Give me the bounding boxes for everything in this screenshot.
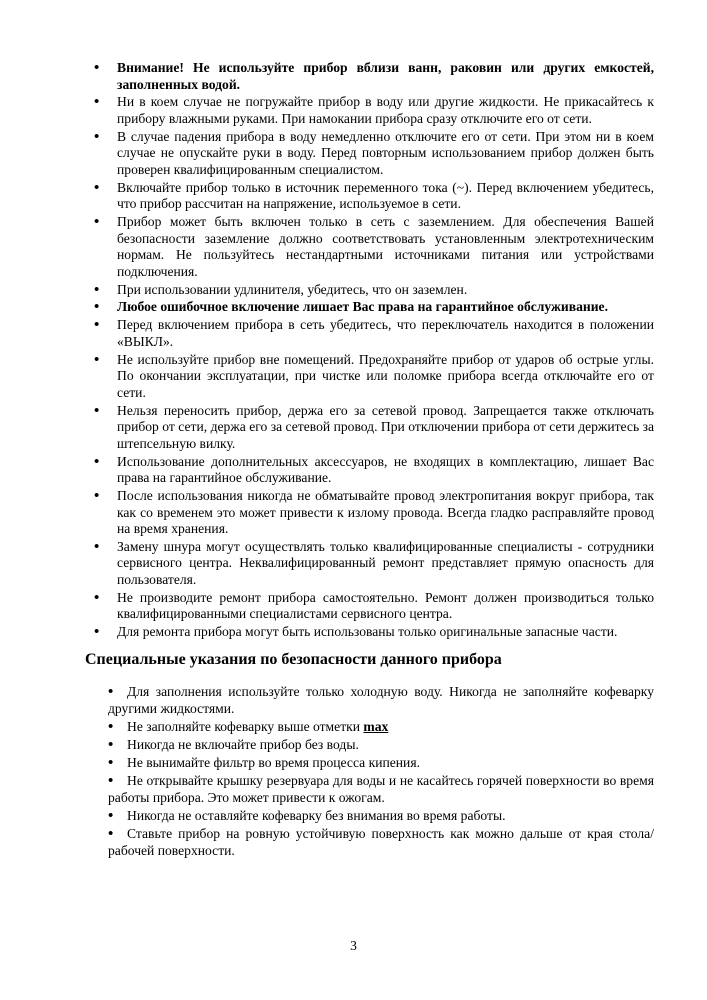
instruction-text: Для заполнения используйте только холодную воду. Никогда не заполняйте кофеварку другими жидкостями. [108, 684, 654, 716]
instruction-item [108, 737, 654, 754]
warning-item: • Использование дополнительных аксессуаров, не входящих в комплектацию, лишает Вас права на гарантийное обслуживание. [94, 454, 654, 487]
general-warnings-list [94, 60, 654, 642]
warning-item: • Нельзя переносить прибор, держа его за сетевой провод. Запрещается также отключать прибор от сети, держа его за сетевой провод. При отключении прибора от сети держитесь за штепсельную вилку. [94, 403, 654, 453]
special-instructions-list [108, 684, 654, 861]
instruction-item [108, 808, 654, 825]
max-mark: max [363, 718, 389, 734]
warning-item: • Включайте прибор только в источник переменного тока (~). Перед включением убедитесь, что прибор рассчитан на напряжение, используемое в сети. [94, 180, 654, 213]
instruction-item [108, 684, 654, 717]
instruction-item [108, 719, 654, 736]
section-title: Специальные указания по безопасности данного прибора [85, 651, 502, 668]
warning-item: • После использования никогда не обматывайте провод электропитания вокруг прибора, так как со временем это может привести к излому провода. Всегда гладко расправляйте провод на время хранения. [94, 488, 654, 538]
instruction-text: Никогда не оставляйте кофеварку без внимания во время работы. [127, 808, 506, 824]
warning-item: • Любое ошибочное включение лишает Вас права на гарантийное обслуживание. [94, 299, 654, 316]
bullet-icon: • [108, 684, 114, 700]
bullet-icon: • [108, 773, 114, 790]
warning-item: • Внимание! Не используйте прибор вблизи ванн, раковин или других емкостей, заполненных водой. [94, 60, 654, 93]
instruction-text: Ставьте прибор на ровную устойчивую поверхность как можно дальше от края стола/рабочей поверхности. [108, 826, 654, 858]
warning-item: • Не используйте прибор вне помещений. Предохраняйте прибор от ударов об острые углы. По окончании эксплуатации, при чистке или поломке прибора всегда отключайте его от сети. [94, 352, 654, 402]
warning-item: • Замену шнура могут осуществлять только квалифицированные специалисты - сотрудники сервисного центра. Неквалифицированный ремонт представляет прямую опасность для пользователя. [94, 539, 654, 589]
instruction-item [108, 755, 654, 772]
warning-item: • Ни в коем случае не погружайте прибор в воду или другие жидкости. Не прикасайтесь к прибору влажными руками. При намокании прибора сразу отключите его от сети. [94, 94, 654, 127]
warning-item: • Не производите ремонт прибора самостоятельно. Ремонт должен производиться только квалифицированными специалистами сервисного центра. [94, 590, 654, 623]
instruction-item [108, 773, 654, 806]
bullet-icon: • [108, 718, 114, 735]
instruction-text: Никогда не включайте прибор без воды. [127, 736, 359, 752]
instruction-item [108, 826, 654, 859]
instruction-text: Не открывайте крышку резервуара для воды и не касайтесь горячей поверхности во время работы прибора. Это может привести к ожогам. [108, 773, 654, 805]
warning-item: • Перед включением прибора в сеть убедитесь, что переключатель находится в положении «ВЫКЛ». [94, 317, 654, 350]
warning-item: • При использовании удлинителя, убедитесь, что он заземлен. [94, 282, 654, 299]
warning-item: • Для ремонта прибора могут быть использованы только оригинальные запасные части. [94, 624, 654, 641]
bullet-icon: • [108, 755, 114, 772]
bullet-icon: • [108, 808, 114, 825]
bullet-icon: • [108, 826, 114, 843]
instruction-text: Не вынимайте фильтр во время процесса кипения. [127, 755, 420, 771]
bullet-icon: • [108, 736, 114, 753]
warning-item: • В случае падения прибора в воду немедленно отключите его от сети. При этом ни в коем случае не опускайте руки в воду. Перед повторным использованием прибор должен быть проверен квалифицированным специалистом. [94, 129, 654, 179]
warning-item: • Прибор может быть включен только в сеть с заземлением. Для обеспечения Вашей безопасности заземление должно соответствовать установленным электротехническим нормам. Не пользуйтесь нестандартными источниками питания или устройствами подключения. [94, 214, 654, 280]
instruction-text: Не заполняйте кофеварку выше отметки [127, 718, 364, 734]
page-number: 3 [350, 938, 357, 953]
